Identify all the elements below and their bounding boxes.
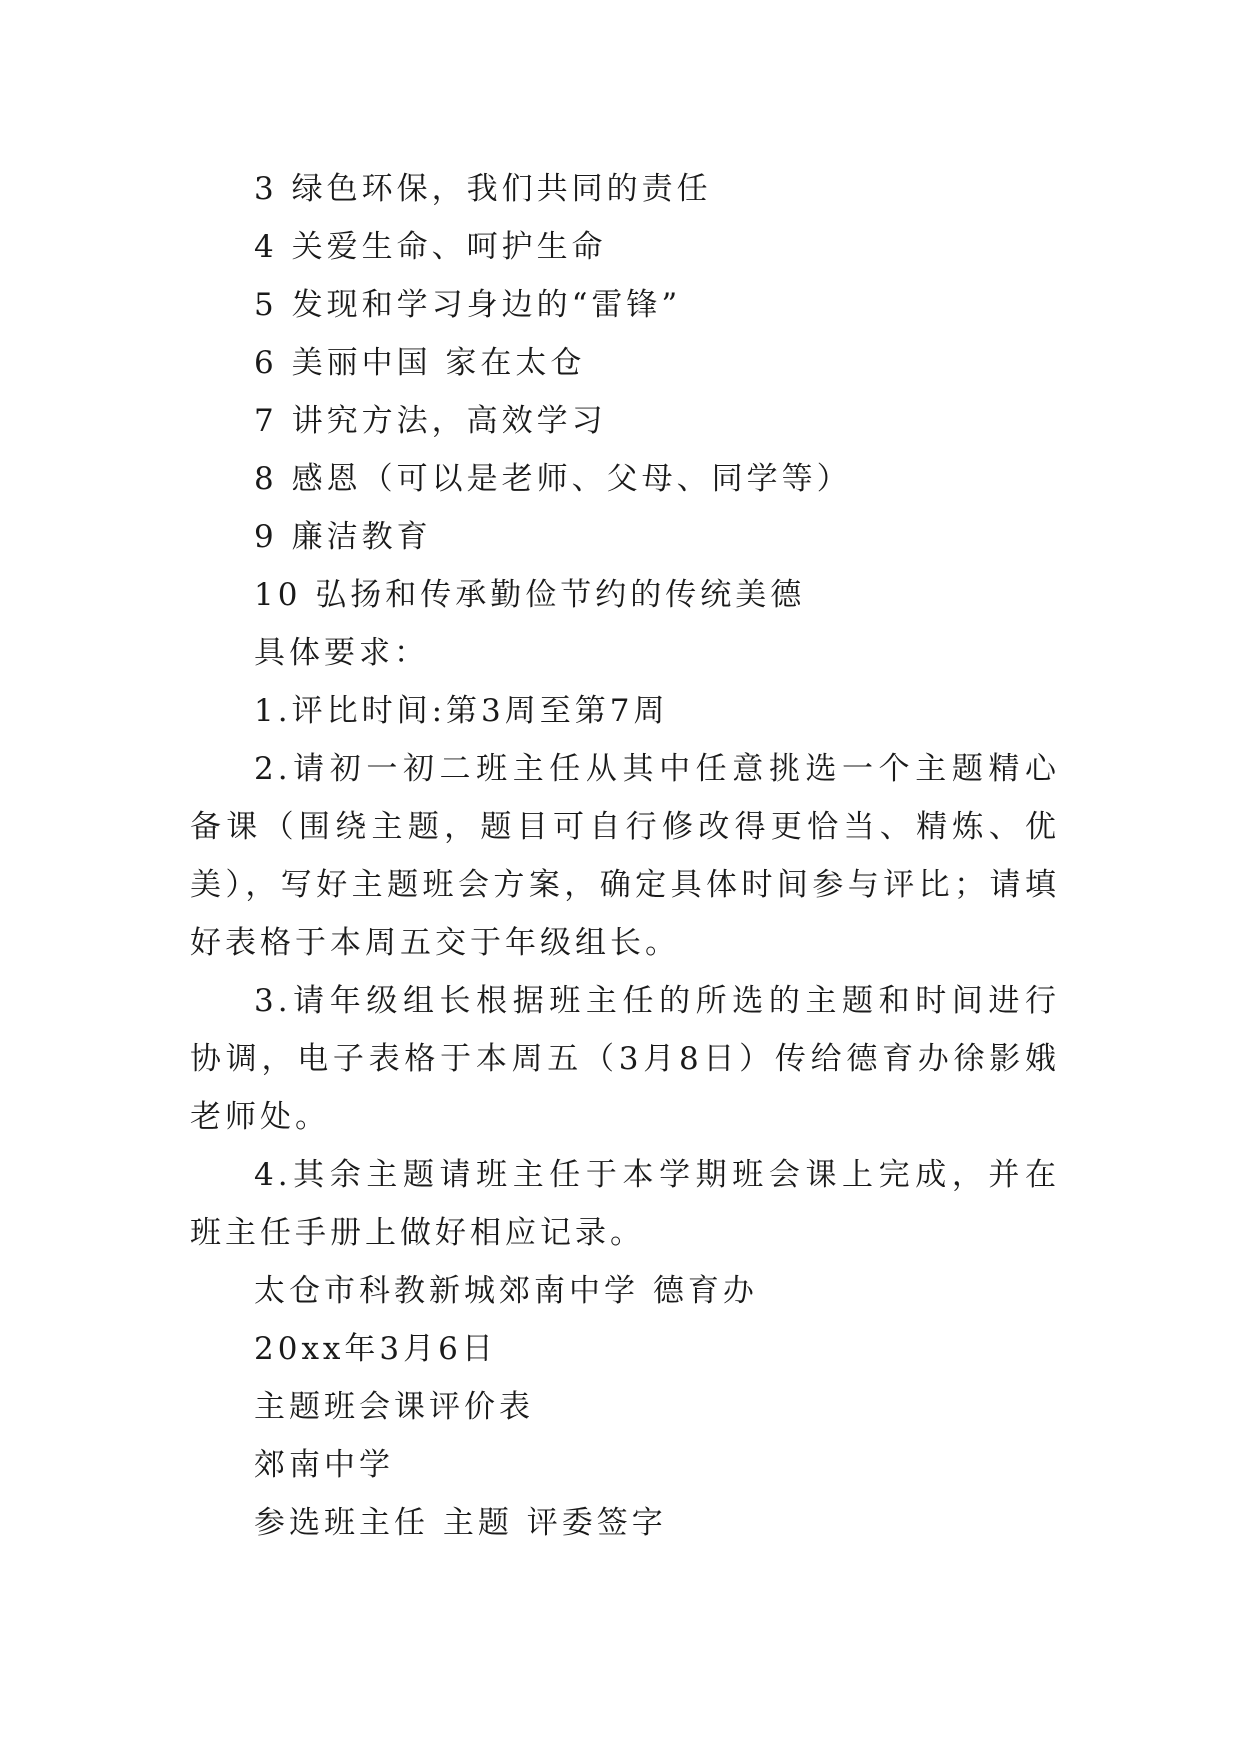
signature-date: 20xx年3月6日 [254, 1331, 497, 1367]
requirement-3: 3.请年级组长根据班主任的所选的主题和时间进行协调，电子表格于本周五（3月8日）传给德育办徐影娥老师处。 [190, 983, 1060, 1135]
theme-item-5: 5 发现和学习身边的“雷锋” [254, 287, 682, 323]
form-school: 郊南中学 [254, 1447, 394, 1483]
theme-item-9: 9 廉洁教育 [254, 519, 432, 555]
form-columns: 参选班主任 主题 评委签字 [254, 1505, 667, 1541]
theme-item-6: 6 美丽中国 家在太仓 [254, 345, 586, 381]
signature-organization: 太仓市科教新城郊南中学 德育办 [254, 1273, 758, 1309]
requirement-4: 4.其余主题请班主任于本学期班会课上完成，并在班主任手册上做好相应记录。 [190, 1157, 1060, 1251]
document-body [190, 160, 1060, 1552]
requirement-2: 2.请初一初二班主任从其中任意挑选一个主题精心备课（围绕主题，题目可自行修改得更恰当、精炼、优美），写好主题班会方案，确定具体时间参与评比；请填好表格于本周五交于年级组长。 [190, 751, 1060, 961]
theme-item-3: 3 绿色环保，我们共同的责任 [254, 171, 712, 207]
requirements-heading: 具体要求： [254, 635, 429, 671]
theme-item-7: 7 讲究方法，高效学习 [254, 403, 607, 439]
form-title: 主题班会课评价表 [254, 1389, 534, 1425]
theme-item-4: 4 关爱生命、呵护生命 [254, 229, 607, 265]
theme-item-10: 10 弘扬和传承勤俭节约的传统美德 [254, 577, 806, 613]
theme-item-8: 8 感恩（可以是老师、父母、同学等） [254, 461, 852, 497]
requirement-1: 1.评比时间:第3周至第7周 [254, 693, 669, 729]
